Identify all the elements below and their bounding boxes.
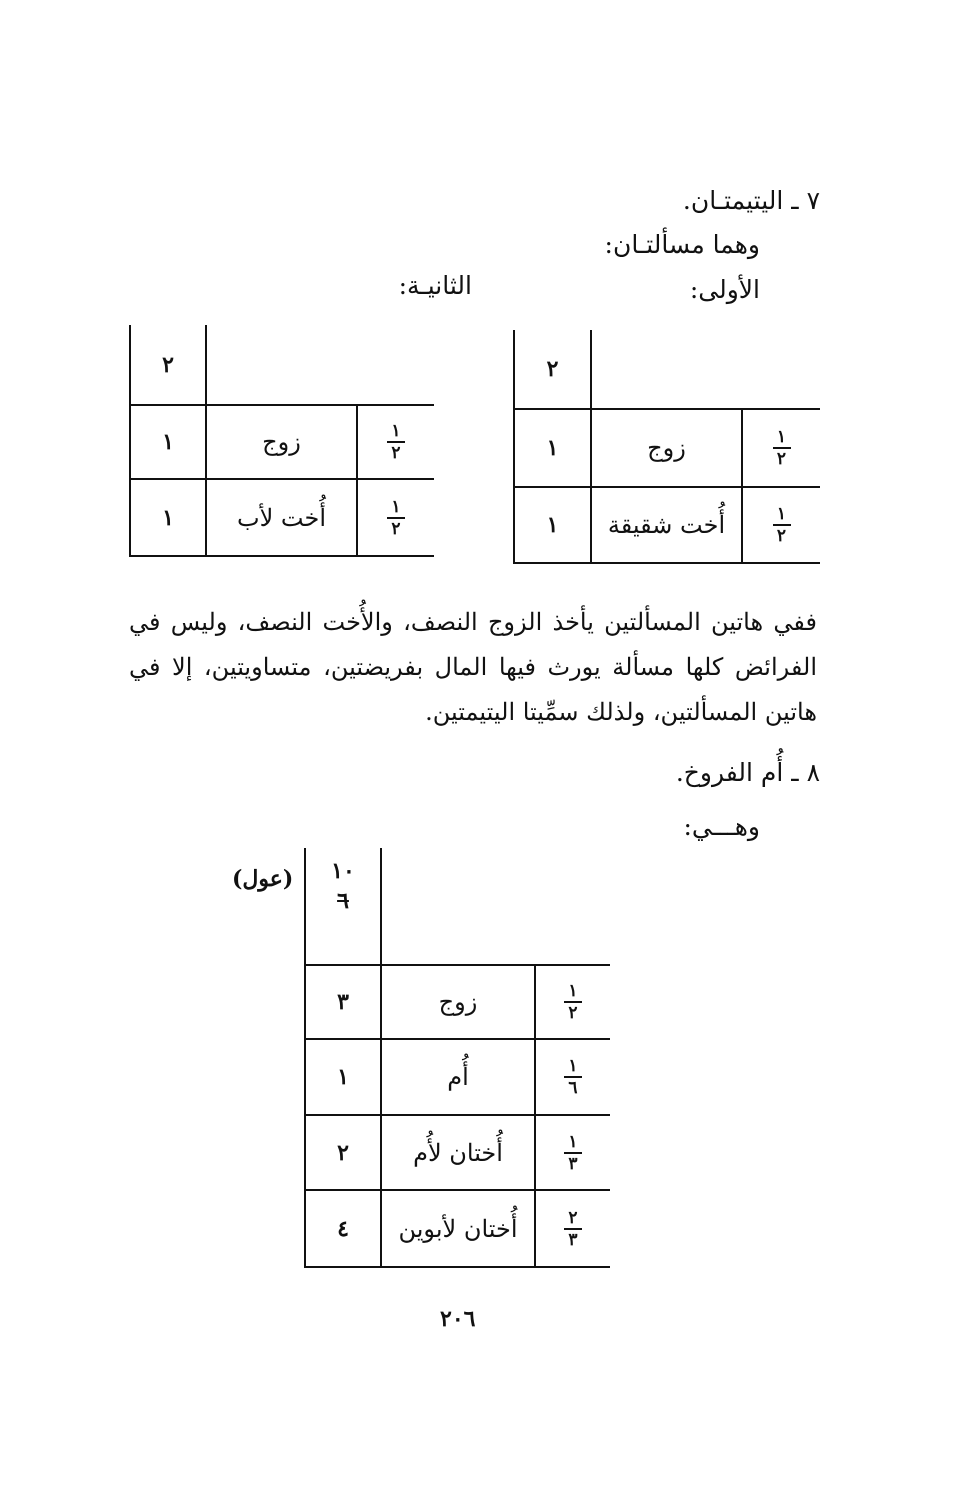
fraction-cell: $\frac{١}{٢}$ — [743, 488, 820, 562]
fraction-cell: $\frac{١}{٦}$ — [536, 1040, 610, 1114]
explanation-paragraph: ففي هاتين المسألتين يأخذ الزوج النصف، والأُخت النصف، وليس في الفرائض كلها مسألة يورث فيها المال بفريضتين، متساويتين، إلا في هاتين المسألتين، ولذلك سمِّيتا اليتيمتين. — [129, 608, 817, 726]
section-8-intro: وهـــي: — [683, 812, 760, 841]
second-case-label: الثانيـة: — [398, 271, 472, 300]
base-cell: ٢ — [162, 351, 174, 378]
awl-base-new: ١٠ — [331, 858, 355, 884]
fraction-cell: $\frac{١}{٢}$ — [358, 480, 434, 555]
fraction-cell: $\frac{١}{٢}$ — [358, 406, 434, 478]
fraction-cell: $\frac{١}{٢}$ — [536, 966, 610, 1038]
heir-cell: زوج — [438, 988, 478, 1016]
heir-cell: زوج — [647, 434, 686, 462]
share-cell: ٢ — [337, 1139, 349, 1166]
fraction-cell: $\frac{١}{٣}$ — [536, 1116, 610, 1189]
share-cell: ١ — [162, 429, 174, 455]
heir-cell: أُم — [447, 1063, 469, 1091]
share-cell: ٣ — [337, 989, 349, 1015]
share-cell: ١ — [546, 512, 559, 538]
first-case-label: الأولى: — [689, 275, 760, 304]
section-7-heading: ٧ ـ اليتيمتـان. — [682, 186, 820, 215]
section-7-intro: وهما مسألتـان: — [604, 230, 760, 259]
heir-cell: أُختان لأُم — [413, 1138, 503, 1167]
base-cell: ٢ — [546, 356, 559, 382]
heir-cell: أُخت شقيقة — [607, 511, 726, 539]
fraction-cell: $\frac{٢}{٣}$ — [536, 1191, 610, 1266]
base-cell — [306, 858, 380, 954]
section-8-heading: ٨ ـ أُم الفروخ. — [675, 758, 820, 787]
fraction-cell: $\frac{١}{٢}$ — [743, 410, 820, 486]
page-number: ٢٠٦ — [440, 1306, 476, 1332]
heir-cell: زوج — [262, 428, 301, 456]
heir-cell: أُخت لأب — [237, 503, 326, 532]
table-second-case — [126, 325, 436, 561]
awl-label: (عول) — [232, 866, 294, 892]
share-cell: ١ — [337, 1064, 349, 1090]
table-umm-al-furukh — [300, 848, 610, 1272]
share-cell: ٤ — [337, 1215, 349, 1242]
heir-cell: أُختان لأبوين — [398, 1214, 518, 1243]
share-cell: ١ — [546, 435, 559, 461]
awl-base-old-struck: ٦ — [337, 888, 349, 914]
share-cell: ١ — [162, 504, 174, 531]
table-first-case — [510, 330, 820, 566]
